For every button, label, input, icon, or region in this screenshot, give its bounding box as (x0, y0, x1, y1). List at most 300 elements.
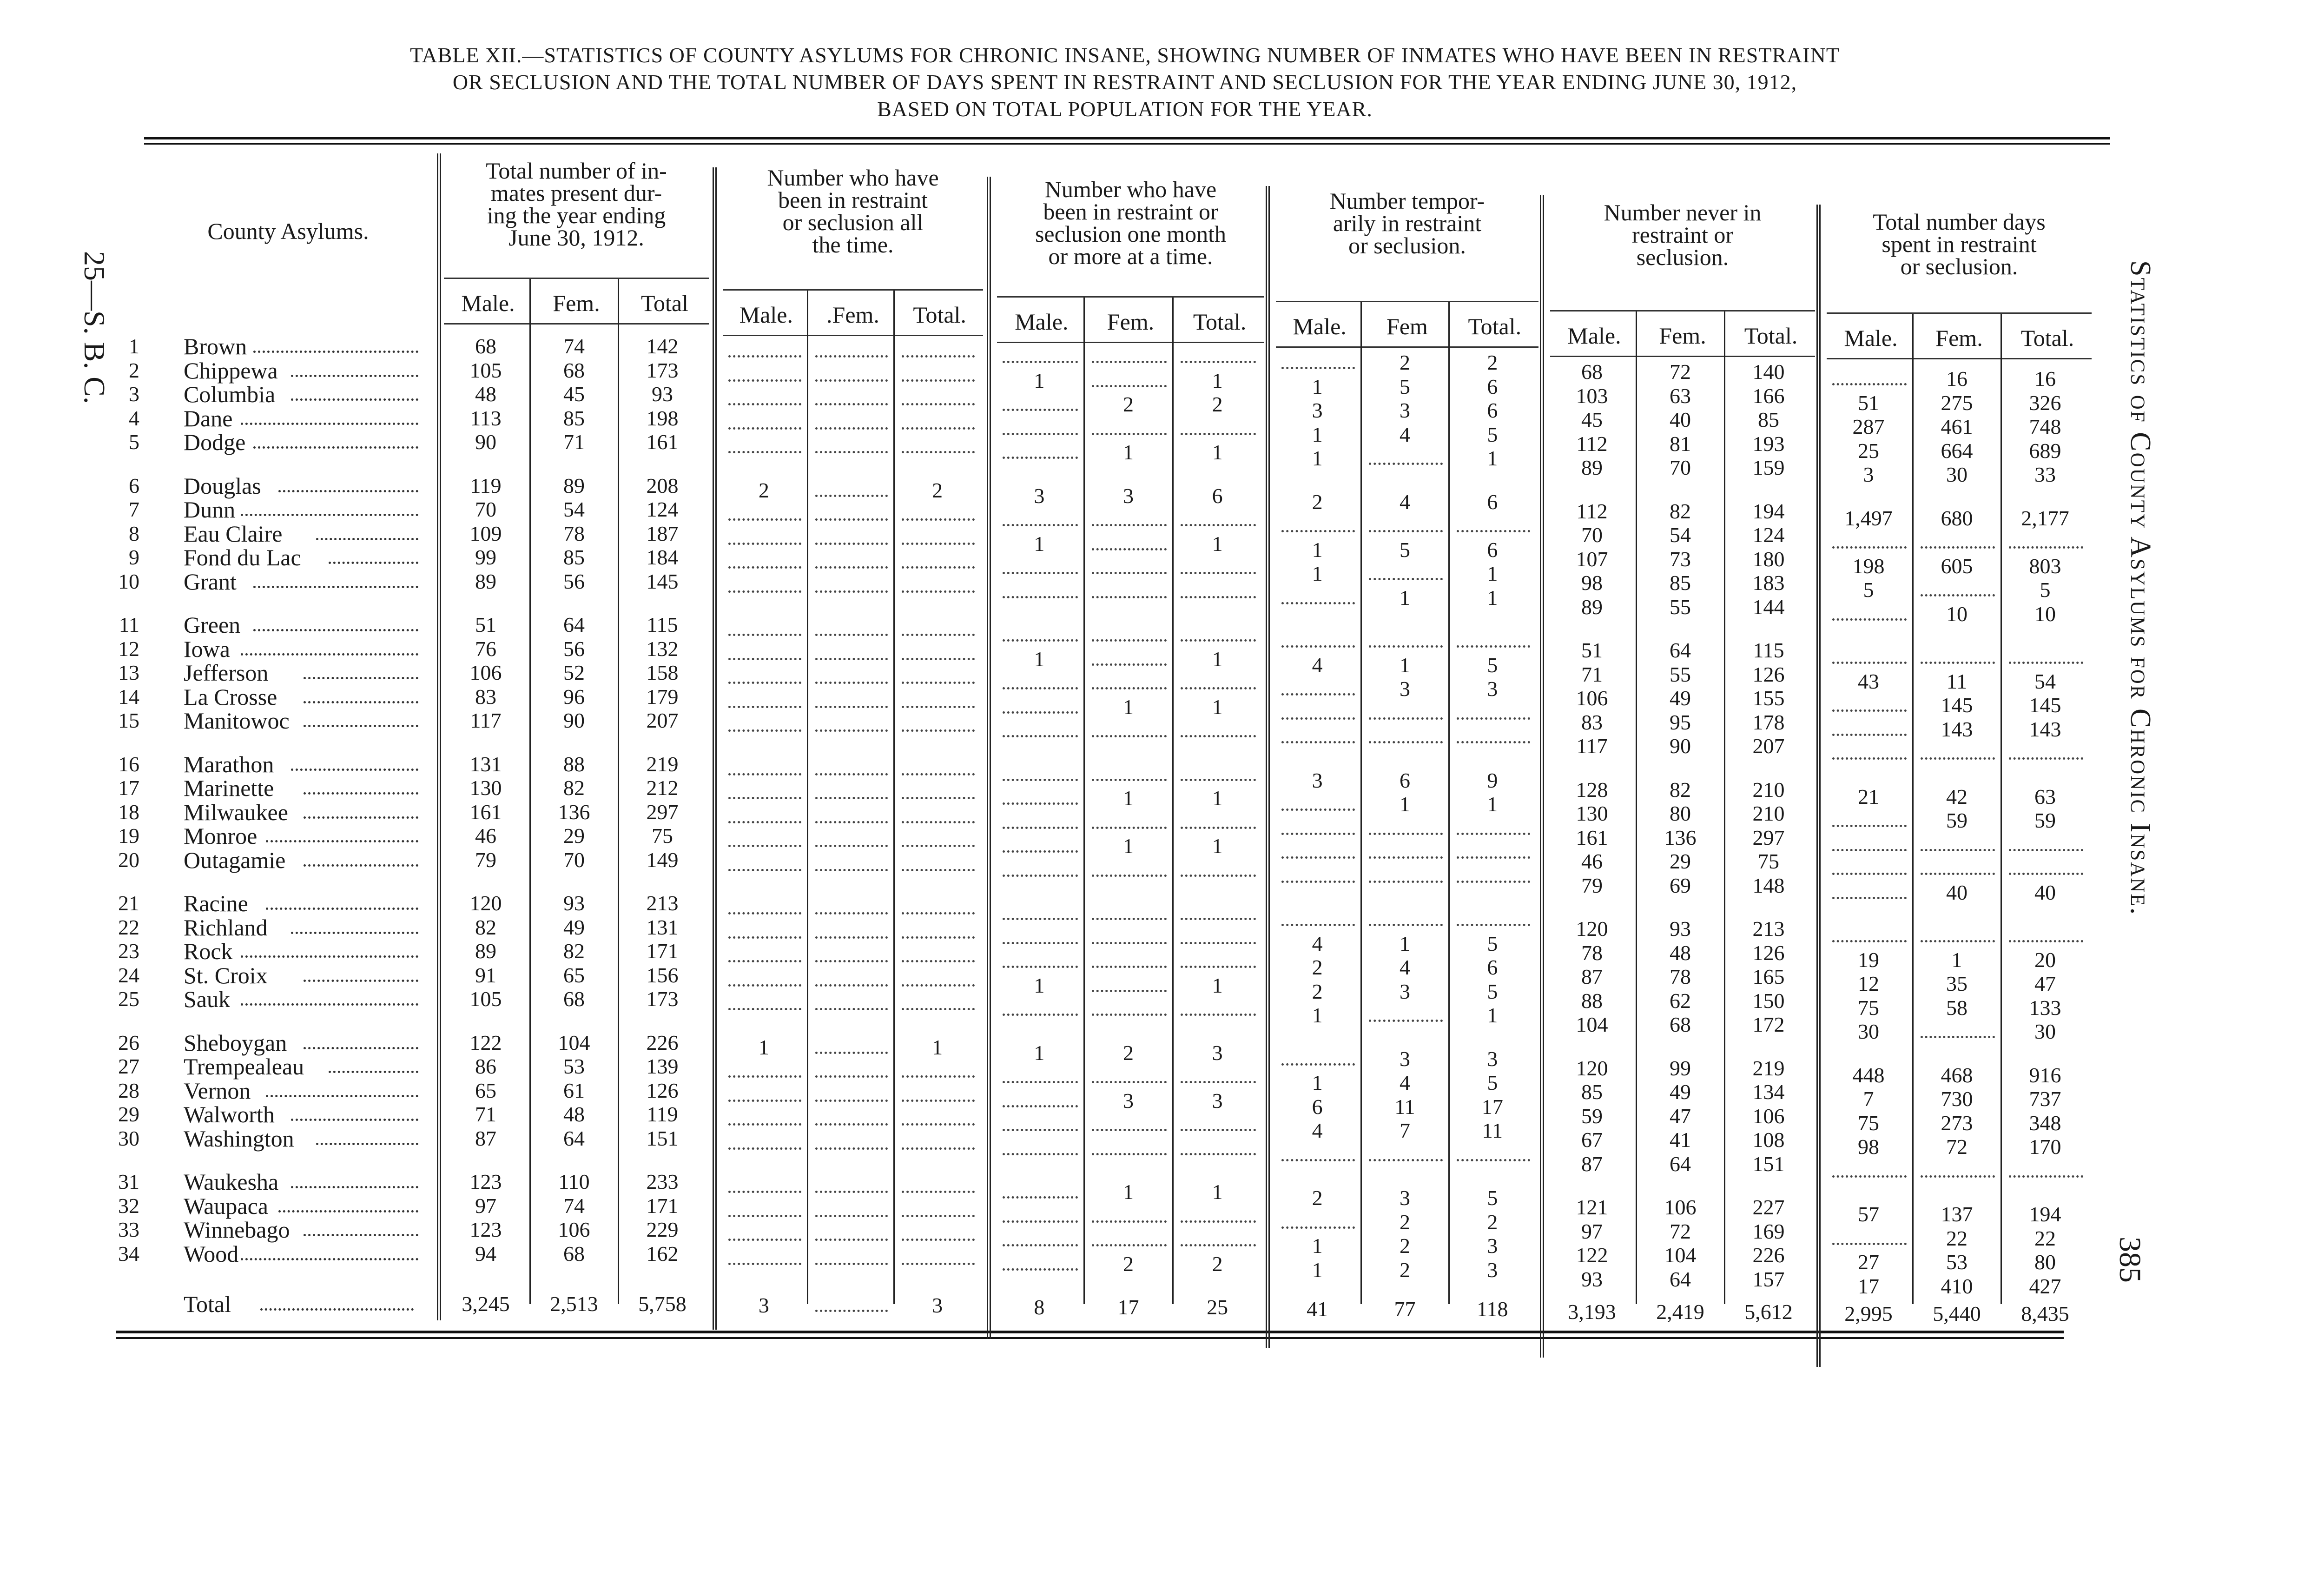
group-header-1: Total number of in- (486, 158, 667, 184)
table-cell: 19 (1858, 948, 1879, 972)
empty-cell-dots (1181, 966, 1256, 968)
county-name: Waupaca (184, 1193, 268, 1219)
empty-cell-dots (1003, 918, 1078, 920)
empty-cell-dots (815, 845, 888, 847)
group-header-1: June 30, 1912. (508, 225, 644, 251)
table-cell: 134 (1752, 1080, 1785, 1104)
table-cell: 1 (1951, 948, 1962, 972)
group-header-underline (444, 278, 709, 279)
table-cell: 89 (475, 939, 496, 963)
sub-header-underline (1550, 356, 1815, 357)
empty-cell-dots (1003, 1105, 1078, 1107)
table-cell: 737 (2029, 1087, 2061, 1111)
empty-cell-dots (728, 566, 801, 569)
empty-cell-dots (815, 566, 888, 569)
empty-cell-dots (1092, 572, 1167, 574)
table-cell: 158 (646, 661, 679, 684)
table-cell: 79 (1581, 873, 1603, 897)
table-cell: 1 (1034, 647, 1045, 671)
table-cell: 151 (646, 1126, 679, 1150)
table-cell: 47 (2034, 972, 2056, 995)
empty-cell-dots (1921, 1175, 1995, 1178)
table-cell: 297 (646, 800, 679, 824)
table-cell: 59 (1946, 808, 1967, 832)
table-cell: 83 (475, 684, 496, 709)
county-name: Trempealeau (184, 1054, 304, 1080)
table-cell: 128 (1576, 777, 1608, 802)
dot-leader (278, 490, 418, 492)
empty-cell-dots (728, 845, 801, 847)
table-cell: 93 (1581, 1267, 1603, 1291)
empty-cell-dots (2009, 546, 2083, 549)
county-name: Douglas (184, 472, 261, 499)
empty-cell-dots (1369, 1020, 1442, 1022)
table-cell: 3 (1399, 979, 1410, 1003)
county-name: Dane (184, 405, 233, 431)
empty-cell-dots (815, 1075, 888, 1078)
table-cell: 233 (646, 1170, 679, 1193)
table-cell: 326 (2029, 391, 2061, 415)
empty-cell-dots (1181, 639, 1256, 642)
row-number: 26 (118, 1030, 139, 1054)
county-name: Racine (184, 890, 248, 916)
table-cell: 162 (646, 1241, 679, 1266)
table-cell: 1 (1487, 792, 1498, 816)
inner-column-line (1083, 298, 1085, 1304)
table-cell: 43 (1858, 669, 1879, 693)
page-number: 385 (2113, 1237, 2147, 1283)
total-cell: 25 (1207, 1295, 1228, 1319)
group-header-underline (723, 289, 983, 291)
sub-header-underline (1827, 358, 2092, 359)
group-header-4: or seclusion. (1348, 232, 1466, 258)
table-cell: 57 (1858, 1202, 1879, 1226)
table-cell: 58 (1946, 995, 1967, 1020)
table-cell: 106 (469, 661, 502, 684)
county-name: Columbia (184, 381, 276, 407)
empty-cell-dots (902, 1191, 975, 1193)
table-cell: 170 (2029, 1135, 2061, 1159)
table-cell: 30 (2034, 1020, 2056, 1043)
empty-cell-dots (728, 936, 801, 939)
table-cell: 21 (1858, 784, 1879, 808)
table-cell: 68 (563, 358, 585, 382)
table-cell: 157 (1752, 1267, 1785, 1291)
total-cell: 8,435 (2021, 1302, 2069, 1325)
table-cell: 115 (1753, 638, 1784, 662)
sub-header: Male. (1567, 323, 1621, 349)
table-cell: 7 (1863, 1087, 1874, 1111)
empty-cell-dots (1369, 924, 1442, 926)
empty-cell-dots (815, 912, 888, 914)
table-cell: 82 (1670, 499, 1691, 523)
table-cell: 1 (1312, 537, 1323, 562)
table-cell: 68 (475, 334, 496, 358)
group-separator (713, 167, 717, 1330)
table-cell: 81 (1670, 431, 1691, 456)
dot-leader (291, 375, 418, 377)
table-cell: 226 (646, 1030, 679, 1054)
table-cell: 210 (1752, 777, 1785, 802)
table-cell: 4 (1312, 931, 1323, 955)
dot-leader (266, 908, 418, 910)
county-name: Marathon (184, 751, 274, 777)
dot-leader (260, 1308, 414, 1311)
empty-cell-dots (815, 658, 888, 660)
empty-cell-dots (1003, 942, 1078, 944)
table-cell: 68 (1670, 1013, 1691, 1036)
empty-cell-dots (1003, 735, 1078, 737)
row-number: 13 (118, 661, 139, 684)
empty-cell-dots (1003, 572, 1078, 574)
table-cell: 133 (2029, 995, 2061, 1020)
sub-header-underline (997, 342, 1264, 343)
empty-cell-dots (902, 566, 975, 569)
county-name: Milwaukee (184, 799, 288, 825)
group-header-underline (1550, 310, 1815, 311)
empty-cell-dots (1092, 1129, 1167, 1131)
empty-cell-dots (1181, 1014, 1256, 1016)
table-cell: 89 (563, 473, 585, 497)
sub-header-underline (444, 323, 709, 325)
row-number: 9 (129, 545, 139, 569)
table-cell: 193 (1752, 431, 1785, 456)
empty-cell-dots (1003, 1014, 1078, 1016)
empty-cell-dots (1281, 881, 1355, 883)
inner-column-line (893, 291, 895, 1304)
row-number: 5 (129, 430, 139, 454)
table-cell: 1 (1487, 585, 1498, 610)
table-cell: 104 (558, 1030, 590, 1054)
empty-cell-dots (1457, 645, 1530, 648)
total-cell: 3 (758, 1293, 769, 1317)
empty-cell-dots (902, 936, 975, 939)
table-cell: 74 (563, 334, 585, 358)
total-cell: 3 (932, 1293, 943, 1317)
empty-cell-dots (1003, 1081, 1078, 1083)
inner-column-line (1912, 314, 1914, 1304)
empty-cell-dots (815, 1239, 888, 1241)
table-cell: 72 (1670, 360, 1691, 384)
table-cell: 10 (1946, 602, 1967, 626)
table-cell: 219 (1752, 1056, 1785, 1080)
empty-cell-dots (902, 543, 975, 545)
table-cell: 1 (1312, 1234, 1323, 1258)
table-cell: 121 (1576, 1195, 1608, 1219)
empty-cell-dots (728, 543, 801, 545)
empty-cell-dots (1092, 1153, 1167, 1155)
dot-leader (291, 398, 418, 401)
empty-cell-dots (815, 773, 888, 775)
row-number: 19 (118, 824, 139, 848)
table-cell: 1 (1399, 653, 1410, 677)
empty-cell-dots (1832, 546, 1907, 549)
table-cell: 1 (1212, 440, 1223, 464)
table-cell: 144 (1752, 595, 1785, 619)
empty-cell-dots (1092, 918, 1167, 920)
table-cell: 87 (1581, 1152, 1603, 1176)
empty-cell-dots (728, 729, 801, 732)
table-cell: 54 (2034, 669, 2056, 693)
empty-cell-dots (902, 845, 975, 847)
empty-cell-dots (1457, 1159, 1530, 1161)
table-cell: 172 (1752, 1013, 1785, 1036)
empty-cell-dots (902, 1075, 975, 1078)
table-cell: 1 (1312, 562, 1323, 585)
empty-cell-dots (1181, 735, 1256, 737)
table-cell: 3 (1212, 1040, 1223, 1065)
table-cell: 1 (1312, 1071, 1323, 1094)
dot-leader (291, 932, 418, 934)
table-cell: 17 (1858, 1274, 1879, 1298)
county-name: Monroe (184, 823, 257, 849)
table-cell: 3 (1399, 677, 1410, 701)
row-number: 8 (129, 521, 139, 545)
table-cell: 1 (1212, 368, 1223, 392)
table-cell: 126 (1752, 941, 1785, 965)
empty-cell-dots (728, 634, 801, 636)
table-cell: 22 (1946, 1226, 1967, 1250)
table-cell: 165 (1752, 965, 1785, 988)
empty-cell-dots (1281, 924, 1355, 926)
table-cell: 106 (558, 1218, 590, 1241)
empty-cell-dots (1921, 546, 1995, 549)
empty-cell-dots (728, 797, 801, 799)
table-cell: 106 (1664, 1195, 1697, 1219)
empty-cell-dots (1281, 1063, 1355, 1066)
table-cell: 142 (646, 334, 679, 358)
table-cell: 88 (1581, 988, 1603, 1013)
table-cell: 1 (1487, 446, 1498, 470)
empty-cell-dots (1181, 875, 1256, 877)
empty-cell-dots (1832, 825, 1907, 827)
table-cell: 11 (1946, 669, 1967, 693)
table-cell: 2 (1399, 1210, 1410, 1234)
empty-cell-dots (1457, 856, 1530, 859)
group-header-5: restraint or (1632, 222, 1733, 248)
table-cell: 1 (1122, 786, 1134, 810)
empty-cell-dots (1003, 1153, 1078, 1155)
table-cell: 89 (475, 569, 496, 593)
empty-cell-dots (1369, 645, 1442, 648)
table-cell: 99 (1670, 1056, 1691, 1080)
group-header-3: or more at a time. (1048, 243, 1213, 269)
group-header-underline (997, 296, 1264, 298)
table-cell: 136 (558, 800, 590, 824)
table-cell: 55 (1670, 662, 1691, 686)
table-cell: 198 (646, 406, 679, 430)
empty-cell-dots (1003, 433, 1078, 435)
empty-cell-dots (902, 451, 975, 453)
table-cell: 86 (475, 1054, 496, 1078)
empty-cell-dots (902, 658, 975, 660)
empty-cell-dots (902, 1100, 975, 1102)
empty-cell-dots (1003, 966, 1078, 968)
table-cell: 64 (1670, 1152, 1691, 1176)
dot-leader (291, 769, 418, 771)
empty-cell-dots (1181, 1129, 1256, 1131)
table-cell: 64 (563, 613, 585, 636)
empty-cell-dots (902, 773, 975, 775)
table-cell: 64 (1670, 1267, 1691, 1291)
empty-cell-dots (1181, 918, 1256, 920)
dot-leader (304, 864, 418, 867)
table-cell: 71 (475, 1102, 496, 1126)
empty-cell-dots (728, 682, 801, 684)
empty-cell-dots (902, 1239, 975, 1241)
table-cell: 110 (558, 1170, 590, 1193)
county-name: Walworth (184, 1101, 275, 1127)
row-number: 7 (129, 497, 139, 521)
table-cell: 95 (1670, 710, 1691, 734)
table-cell: 33 (2034, 463, 2056, 486)
dot-leader (241, 1003, 418, 1006)
top-rule (144, 137, 2110, 139)
table-cell: 113 (470, 406, 502, 430)
table-cell: 3 (1212, 1088, 1223, 1113)
empty-cell-dots (815, 1263, 888, 1265)
empty-cell-dots (1092, 1081, 1167, 1083)
table-cell: 180 (1752, 547, 1785, 571)
table-cell: 2 (1312, 490, 1323, 514)
empty-cell-dots (1181, 779, 1256, 781)
empty-cell-dots (1003, 361, 1078, 363)
group-header-5: Number never in (1604, 199, 1762, 225)
county-name: Richland (184, 914, 268, 941)
group-header-3: Number who have (1044, 176, 1217, 202)
sub-header: Total. (1193, 309, 1247, 335)
table-cell: 161 (1576, 825, 1608, 849)
empty-cell-dots (815, 427, 888, 430)
table-cell: 49 (1670, 686, 1691, 710)
empty-cell-dots (815, 1215, 888, 1217)
table-cell: 3 (1399, 398, 1410, 422)
table-cell: 3 (1399, 1047, 1410, 1071)
empty-cell-dots (728, 960, 801, 962)
empty-cell-dots (902, 729, 975, 732)
county-name: Manitowoc (184, 708, 290, 734)
empty-cell-dots (728, 869, 801, 871)
empty-cell-dots (1281, 1159, 1355, 1161)
sub-header: Male. (739, 302, 793, 328)
empty-cell-dots (1921, 757, 1995, 760)
empty-cell-dots (1369, 856, 1442, 859)
table-cell: 169 (1752, 1219, 1785, 1243)
table-cell: 46 (475, 824, 496, 848)
dot-leader (304, 816, 418, 819)
dot-leader (266, 1095, 418, 1097)
table-cell: 730 (1941, 1087, 1973, 1111)
empty-cell-dots (1092, 735, 1167, 737)
table-cell: 75 (652, 824, 673, 848)
empty-cell-dots (1181, 524, 1256, 526)
table-cell: 108 (1752, 1128, 1785, 1152)
empty-cell-dots (1092, 433, 1167, 435)
empty-cell-dots (1832, 897, 1907, 899)
table-cell: 89 (1581, 456, 1603, 479)
county-name: La Crosse (184, 683, 277, 710)
table-cell: 82 (563, 939, 585, 963)
table-cell: 348 (2029, 1111, 2061, 1135)
sub-header: Total. (2020, 325, 2074, 351)
row-number: 31 (118, 1170, 139, 1193)
row-number: 23 (118, 939, 139, 963)
total-cell: 5,758 (638, 1292, 687, 1316)
empty-cell-dots (2009, 757, 2083, 760)
table-cell: 72 (1946, 1135, 1967, 1159)
table-cell: 212 (646, 776, 679, 800)
table-cell: 1,497 (1844, 506, 1893, 530)
county-name: Eau Claire (184, 520, 283, 547)
table-cell: 159 (1752, 456, 1785, 479)
empty-cell-dots (815, 543, 888, 545)
empty-cell-dots (902, 912, 975, 914)
group-header-underline (1827, 312, 2092, 314)
table-cell: 82 (475, 915, 496, 939)
table-cell: 2 (1122, 1252, 1134, 1276)
table-cell: 1 (1212, 834, 1223, 858)
table-cell: 99 (475, 545, 496, 569)
empty-cell-dots (815, 590, 888, 593)
empty-cell-dots (1003, 687, 1078, 689)
empty-cell-dots (1921, 1036, 1995, 1038)
table-cell: 2 (1122, 1040, 1134, 1065)
empty-cell-dots (728, 821, 801, 823)
empty-cell-dots (815, 1008, 888, 1010)
empty-cell-dots (1181, 433, 1256, 435)
empty-cell-dots (1281, 1226, 1355, 1229)
table-cell: 4 (1399, 1071, 1410, 1094)
empty-cell-dots (1003, 802, 1078, 805)
table-cell: 2 (1312, 955, 1323, 979)
dot-leader (241, 1258, 418, 1260)
table-cell: 94 (475, 1241, 496, 1266)
empty-cell-dots (728, 1191, 801, 1193)
empty-cell-dots (1003, 524, 1078, 526)
county-name: Jefferson (184, 660, 269, 686)
group-header-6: or seclusion. (1900, 253, 2018, 279)
table-cell: 143 (2029, 717, 2061, 741)
table-cell: 51 (475, 613, 496, 636)
table-cell: 1 (1312, 422, 1323, 446)
total-cell: 41 (1307, 1297, 1328, 1321)
empty-cell-dots (728, 1100, 801, 1102)
county-name: Fond du Lac (184, 544, 301, 570)
table-cell: 29 (563, 824, 585, 848)
bottom-rule (116, 1331, 2064, 1333)
row-number: 29 (118, 1102, 139, 1126)
empty-cell-dots (1832, 662, 1907, 664)
table-cell: 70 (1581, 523, 1603, 547)
table-cell: 6 (1212, 484, 1223, 508)
table-cell: 198 (1852, 554, 1885, 578)
empty-cell-dots (902, 379, 975, 382)
table-cell: 90 (563, 709, 585, 732)
table-cell: 40 (1946, 880, 1967, 904)
empty-cell-dots (1181, 1220, 1256, 1223)
table-cell: 1 (1312, 1003, 1323, 1027)
table-cell: 16 (2034, 367, 2056, 391)
empty-cell-dots (815, 403, 888, 405)
empty-cell-dots (1092, 548, 1167, 550)
row-number: 15 (118, 709, 139, 732)
table-cell: 91 (475, 963, 496, 987)
table-cell: 461 (1941, 415, 1973, 438)
table-cell: 117 (470, 709, 502, 732)
table-cell: 137 (1941, 1202, 1973, 1226)
empty-cell-dots (1003, 779, 1078, 781)
group-separator (1540, 195, 1544, 1358)
